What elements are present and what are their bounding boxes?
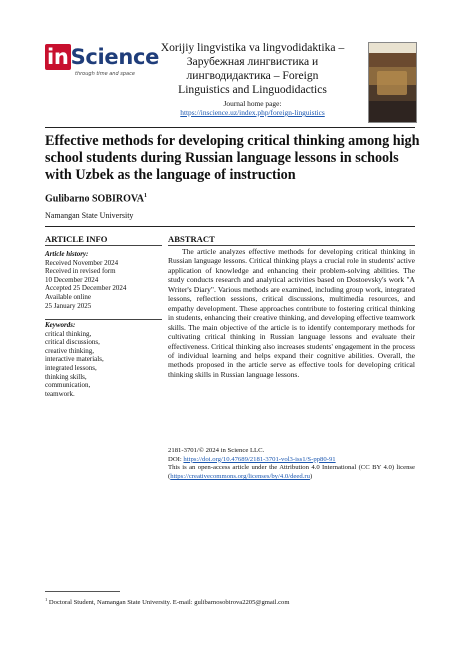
- license-close: ): [309, 473, 313, 481]
- keyword-item: creative thinking,: [45, 346, 94, 355]
- history-label: Article history:: [45, 250, 89, 258]
- keyword-item: communication,: [45, 381, 91, 390]
- section-divider: [45, 226, 415, 227]
- copyright-block: [168, 447, 415, 482]
- footnote-text: Doctoral Student, Namangan State University. E-mail: gulibarnosobirova2205@gmail.com: [47, 599, 290, 607]
- keyword-item: critical thinking,: [45, 329, 92, 338]
- author-footnote-mark: 1: [144, 193, 148, 199]
- author-name-text: Gulibarno SOBIROVA: [45, 193, 145, 205]
- abstract-text: The article analyzes effective methods for developing critical thinking in Russian language lessons. Critical thinking plays a crucial role in students' active application of knowledge and enhancing their problem-solving abilities. The study conducts research and analytical activities based on Dostoevsky's work "A Writer's Diary". Various methods are examined, including group work, integrated lessons, reflection sessions, critical discussions, multimedia resources, and empathy development. These approaches contribute to fostering critical thinking in students, enhancing their creative thinking, and developing effective teamwork skills. The main objective of the article is to identify contemporary methods for cultivating critical thinking in Russian language lessons and evaluate their effectiveness. Critical thinking also increases students' engagement in the process of individual learning and helps expand their cognitive abilities. Overall, the methods proposed in the article serve as effective tools for developing critical thinking skills in Russian language lessons.: [168, 247, 415, 379]
- journal-title-line: Зарубежная лингвистика и: [186, 55, 319, 68]
- logo-tagline: through time and space: [75, 71, 135, 77]
- history-item: 10 December 2024: [45, 275, 99, 284]
- doi-line: [168, 456, 415, 465]
- history-item: 25 January 2025: [45, 301, 92, 310]
- history-item: Accepted 25 December 2024: [45, 284, 127, 293]
- journal-title-line: Linguistics and Linguodidactics: [178, 83, 327, 96]
- journal-home-label: Journal home page:: [223, 99, 282, 108]
- article-history: [45, 250, 162, 310]
- license-link[interactable]: https://creativecommons.org/licenses/by/4.0/deed.ru: [170, 473, 310, 481]
- footnote: [45, 597, 290, 606]
- author-name: [45, 193, 147, 204]
- history-item: Received in revised form: [45, 267, 116, 276]
- keyword-item: interactive materials,: [45, 355, 104, 364]
- license-text: This is an open-access article under the Attribution 4.0 International (CC BY 4.0) license (: [168, 464, 415, 481]
- footnote-mark: 1: [45, 597, 48, 602]
- journal-title-line: Xorijiy lingvistika va lingvodidaktika –: [160, 41, 345, 54]
- footnote-divider: [45, 591, 120, 592]
- keyword-item: critical discussions,: [45, 338, 100, 347]
- journal-title-block: [140, 41, 365, 117]
- author-affiliation: Namangan State University: [45, 211, 134, 220]
- journal-logo: [45, 44, 160, 82]
- keywords-label: Keywords:: [45, 321, 76, 329]
- keywords-block: [45, 321, 162, 398]
- article-info-divider: [45, 245, 162, 246]
- journal-title-line: лингводидактика – Foreign: [186, 69, 319, 82]
- keyword-item: teamwork.: [45, 389, 75, 398]
- logo-science: Science: [70, 45, 160, 69]
- article-info-heading: ARTICLE INFO: [45, 234, 108, 244]
- keyword-item: integrated lessons,: [45, 363, 97, 372]
- abstract-divider: [168, 245, 415, 246]
- journal-cover-image: [368, 42, 417, 123]
- header-divider: [45, 127, 415, 128]
- journal-home-link[interactable]: https://inscience.uz/index.php/foreign-linguistics: [180, 108, 325, 117]
- article-title: Effective methods for developing critical thinking among high school students during Russian language lessons in schools with Uzbek as the language of instruction: [45, 133, 420, 184]
- abstract-heading: ABSTRACT: [168, 234, 215, 244]
- copyright-line: 2181-3701/© 2024 in Science LLC.: [168, 447, 265, 454]
- keyword-item: thinking skills,: [45, 372, 87, 381]
- history-item: Received November 2024: [45, 258, 119, 267]
- logo-in: in: [47, 45, 69, 69]
- doi-link[interactable]: https://doi.org/10.47689/2181-3701-vol3-iss1/S-pp80-91: [183, 455, 336, 463]
- doi-label: DOI:: [168, 455, 184, 463]
- keywords-divider: [45, 319, 162, 320]
- license-line: [168, 464, 415, 481]
- history-item: Available online: [45, 292, 91, 301]
